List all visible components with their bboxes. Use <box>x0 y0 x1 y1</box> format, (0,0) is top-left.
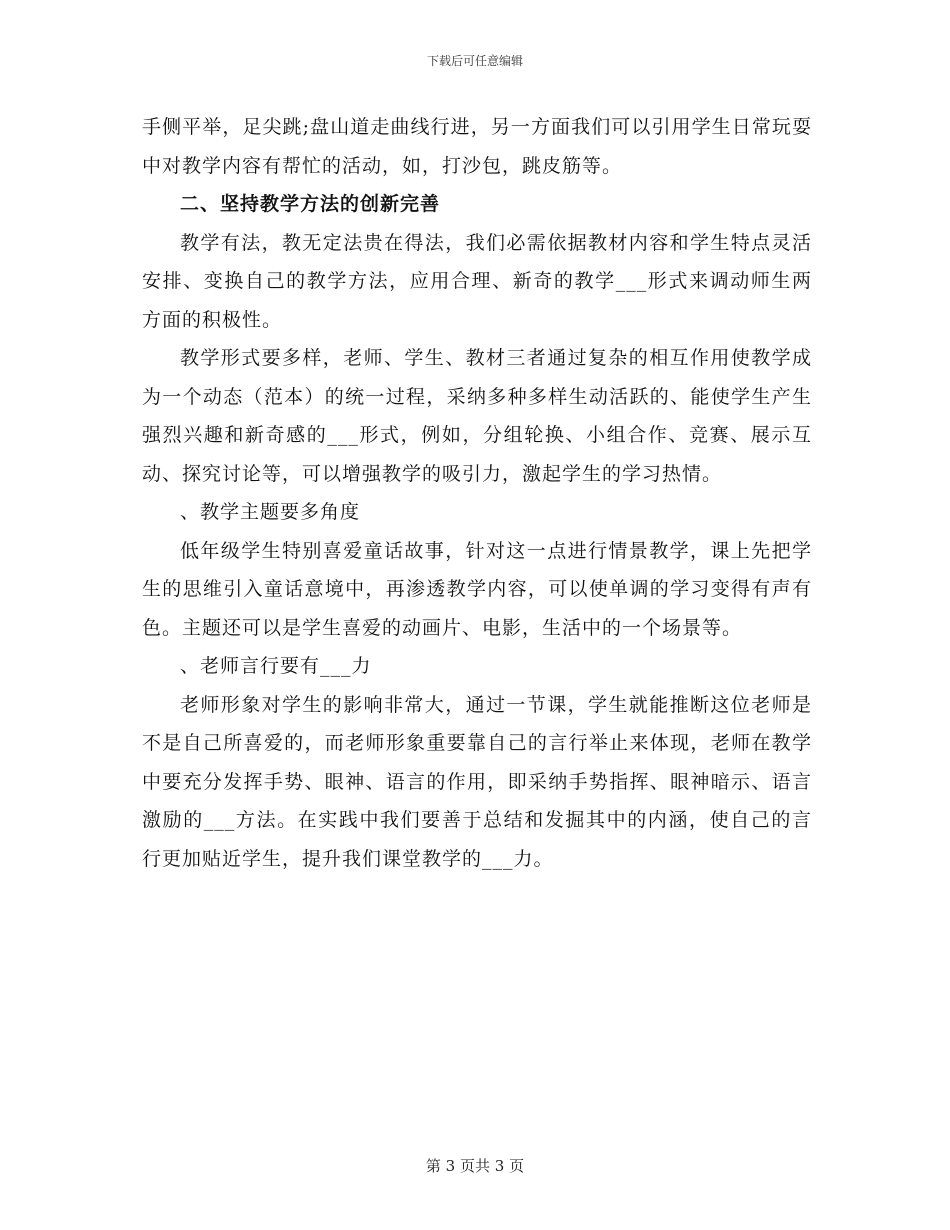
body-paragraph: 低年级学生特别喜爱童话故事，针对这一点进行情景教学，课上先把学生的思维引入童话意境中，再渗透教学内容，可以使单调的学习变得有声有色。主题还可以是学生喜爱的动画片、电影，生活中的一个场景等。 <box>142 539 812 639</box>
document-body <box>142 108 812 878</box>
subsection-heading: 、教学主题要多角度 <box>180 501 361 523</box>
body-paragraph-continuation: 手侧平举，足尖跳;盘山道走曲线行进，另一方面我们可以引用学生日常玩耍中对教学内容有帮忙的活动，如，打沙包，跳皮筋等。 <box>142 116 812 177</box>
subsection-heading: 、老师言行要有___力 <box>180 655 372 677</box>
section-heading-2: 二、坚持教学方法的创新完善 <box>180 193 441 215</box>
body-paragraph: 老师形象对学生的影响非常大，通过一节课，学生就能推断这位老师是不是自己所喜爱的，而老师形象重要靠自己的言行举止来体现，老师在教学中要充分发挥手势、眼神、语言的作用，即采纳手势指挥、眼神暗示、语言激励的___方法。在实践中我们要善于总结和发掘其中的内涵，使自己的言行更加贴近学生，提升我们课堂教学的___力。 <box>142 693 812 870</box>
body-paragraph: 教学有法，教无定法贵在得法，我们必需依据教材内容和学生特点灵活安排、变换自己的教学方法，应用合理、新奇的教学___形式来调动师生两方面的积极性。 <box>142 231 812 331</box>
page-footer: 第 3 页共 3 页 <box>425 1157 525 1175</box>
page-header: 下载后可任意编辑 <box>426 54 523 68</box>
body-paragraph: 教学形式要多样，老师、学生、教材三者通过复杂的相互作用使教学成为一个动态（范本）的统一过程，采纳多种多样生动活跃的、能使学生产生强烈兴趣和新奇感的___形式，例如，分组轮换、小组合作、竞赛、展示互动、探究讨论等，可以增强教学的吸引力，激起学生的学习热情。 <box>142 347 812 485</box>
